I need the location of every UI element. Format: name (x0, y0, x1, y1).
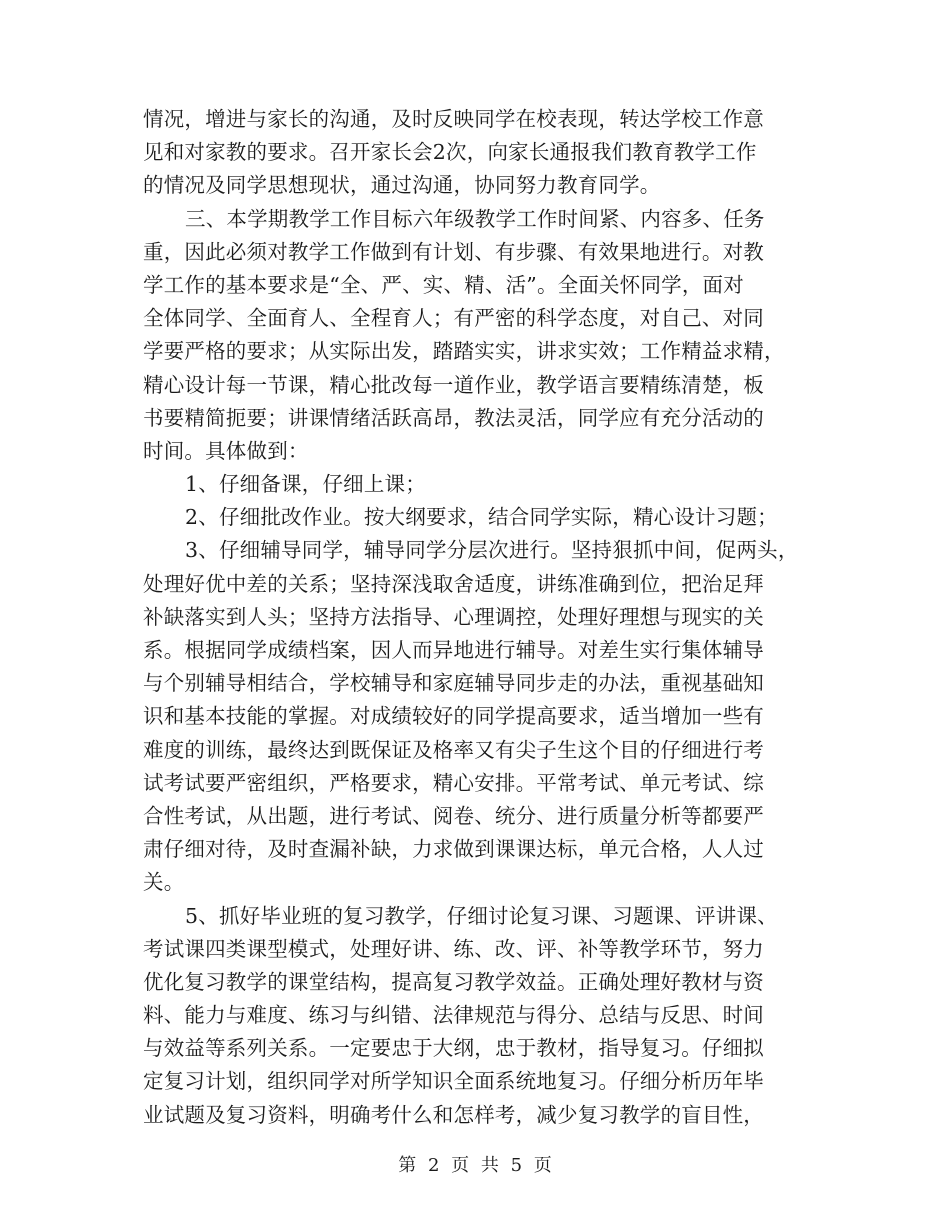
text-line: 与效益等系列关系。一定要忠于大纲，忠于教材，指导复习。仔细拟 (143, 1036, 764, 1061)
text-line: 合性考试，从出题，进行考试、阅卷、统分、进行质量分析等都要严 (143, 803, 764, 828)
text-line: 学工作的基本要求是“全、严、实、精、活”。全面关怀同学，面对 (143, 272, 744, 297)
text-line: 肃仔细对待，及时查漏补缺，力求做到课课达标，单元合格，人人过 (143, 837, 764, 862)
text-line: 见和对家教的要求。召开家长会2次，向家长通报我们教育教学工作 (143, 140, 757, 165)
text-line: 2、仔细批改作业。按大纲要求，结合同学实际，精心设计习题； (185, 505, 778, 530)
text-line: 三、本学期教学工作目标六年级教学工作时间紧、内容多、任务 (185, 206, 765, 231)
text-line: 5、抓好毕业班的复习教学，仔细讨论复习课、习题课、评讲课、 (185, 903, 778, 928)
text-line: 难度的训练，最终达到既保证及格率又有尖子生这个目的仔细进行考 (143, 737, 764, 762)
text-line: 识和基本技能的掌握。对成绩较好的同学提高要求，适当增加一些有 (143, 704, 764, 729)
text-line: 1、仔细备课，仔细上课； (185, 472, 426, 497)
text-line: 考试课四类课型模式，处理好讲、练、改、评、补等教学环节，努力 (143, 936, 764, 961)
text-line: 精心设计每一节课，精心批改每一道作业，教学语言要精练清楚，板 (143, 372, 764, 397)
text-line: 业试题及复习资料，明确考什么和怎样考，减少复习教学的盲目性， (143, 1102, 764, 1127)
document-body (143, 103, 823, 1132)
text-line: 与个别辅导相结合，学校辅导和家庭辅导同步走的办法，重视基础知 (143, 671, 764, 696)
text-line: 试考试要严密组织，严格要求，精心安排。平常考试、单元考试、综 (143, 770, 764, 795)
text-line: 重，因此必须对教学工作做到有计划、有步骤、有效果地进行。对教 (143, 239, 764, 264)
text-line: 料、能力与难度、练习与纠错、法律规范与得分、总结与反思、时间 (143, 1003, 764, 1028)
text-line: 系。根据同学成绩档案，因人而异地进行辅导。对差生实行集体辅导 (143, 638, 764, 662)
text-line: 学要严格的要求；从实际出发，踏踏实实，讲求实效；工作精益求精， (143, 339, 785, 364)
text-line: 关。 (143, 870, 185, 895)
text-line: 全体同学、全面育人、全程育人；有严密的科学态度，对自己、对同 (143, 306, 764, 331)
text-line: 书要精简扼要；讲课情绪活跃高昂，教法灵活，同学应有充分活动的 (143, 405, 764, 430)
text-line: 的情况及同学思想现状，通过沟通，协同努力教育同学。 (143, 173, 661, 198)
text-line: 时间。具体做到： (143, 438, 309, 463)
text-line: 定复习计划，组织同学对所学知识全面系统地复习。仔细分析历年毕 (143, 1069, 764, 1094)
page-number-footer: 第 2 页 共 5 页 (398, 1155, 552, 1176)
text-line: 优化复习教学的课堂结构，提高复习教学效益。正确处理好教材与资 (143, 969, 764, 994)
text-line: 处理好优中差的关系；坚持深浅取舍适度，讲练准确到位，把治足拜 (143, 571, 764, 596)
text-line: 情况，增进与家长的沟通，及时反映同学在校表现，转达学校工作意 (143, 107, 764, 131)
text-line: 补缺落实到人头；坚持方法指导、心理调控，处理好理想与现实的关 (143, 604, 764, 629)
text-line: 3、仔细辅导同学，辅导同学分层次进行。坚持狠抓中间，促两头， (185, 538, 799, 563)
